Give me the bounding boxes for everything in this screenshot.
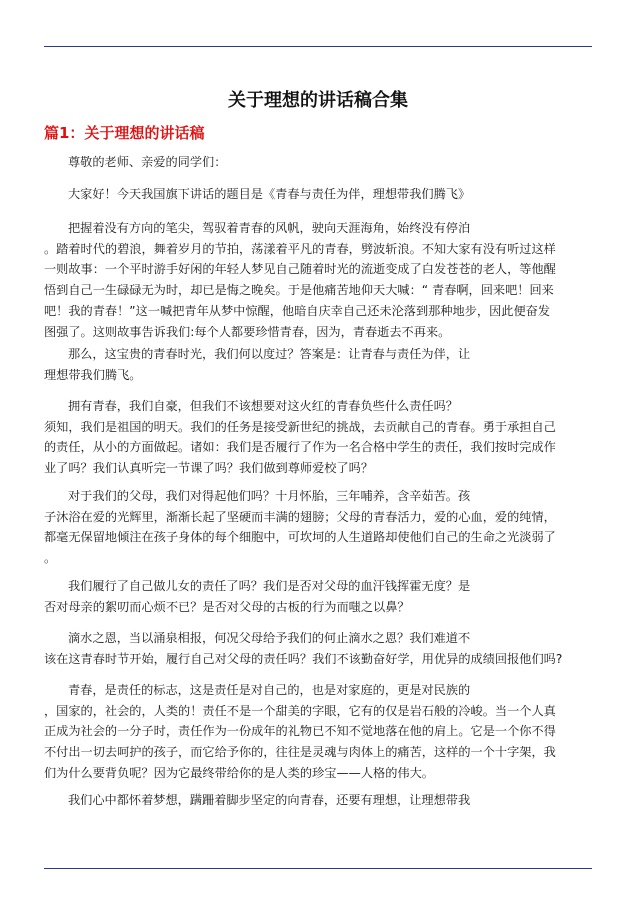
footer-rule [44, 868, 592, 869]
text-line: ，国家的，社会的，人类的！责任不是一个甜美的字眼，它有的仅是岩石般的冷峻。当一个人真 [44, 703, 556, 718]
text-line: 子沐浴在爱的光辉里，渐渐长起了坚硬而丰满的翅膀；父母的青春活力，爱的心血，爱的纯情， [44, 509, 556, 524]
text-line: 正成为社会的一分子时，责任作为一份成年的礼物已不知不觉地落在他的肩上。它是一个你不得 [44, 724, 556, 739]
paragraph-dream [44, 790, 594, 811]
text-line: 大家好！今天我国旗下讲话的题目是《青春与责任为伴，理想带我们腾飞》 [68, 187, 471, 201]
text-line: 都毫无保留地倾注在孩子身体的每个细胞中，可坎坷的人生道路却使他们自己的生命之光淡弱了 [44, 530, 556, 545]
text-line: 图强了。这则故事告诉我们:每个人都要珍惜青春，因为，青春逝去不再来。 [44, 324, 451, 339]
text-line: 青春，是责任的标志，这是责任是对自己的，也是对家庭的，更是对民族的 [68, 683, 471, 697]
text-line: 悟到自己一生碌碌无为时，却已是悔之晚矣。于是他痛苦地仰天大喊：“ 青春啊，回来吧！回来 [44, 283, 554, 298]
paragraph-story [44, 218, 594, 342]
paragraph-greeting [44, 152, 594, 173]
paragraph-gratitude [44, 628, 594, 669]
paragraph-responsibility [44, 396, 594, 479]
header-rule [44, 46, 592, 47]
paragraph-opening [44, 184, 594, 205]
text-line: 那么，这宝贵的青春时光，我们何以度过？答案是：让青春与责任为伴，让 [68, 347, 471, 361]
paragraph-question [44, 344, 594, 385]
text-line: 拥有青春，我们自豪，但我们不该想要对这火红的青春负些什么责任吗？ [68, 399, 458, 413]
text-line: 一则故事：一个平时游手好闲的年轻人梦见自己随着时光的流逝变成了白发苍苍的老人，等他醒 [44, 262, 556, 277]
document-title: 关于理想的讲话稿合集 [228, 90, 408, 111]
paragraph-duty [44, 576, 594, 617]
text-line: 的责任，从小的方面做起。诸如：我们是否履行了作为一名合格中学生的责任，我们按时完成作 [44, 440, 556, 455]
text-line: 须知，我们是祖国的明天。我们的任务是接受新世纪的挑战，去贡献自己的青春。勇于承担自己 [44, 419, 556, 434]
text-line: 否对母亲的絮叨而心烦不已？是否对父母的古板的行为而嗤之以鼻？ [44, 599, 410, 614]
text-line: 业了吗？我们认真听完一节课了吗？我们做到尊师爱校了吗？ [44, 461, 374, 476]
text-line: 理想带我们腾飞。 [44, 367, 142, 382]
text-line: 。 [44, 551, 57, 566]
text-line: 把握着没有方向的笔尖，驾驭着青春的风帆，驶向天涯海角，始终没有停泊 [68, 221, 471, 235]
text-line: 对于我们的父母，我们对得起他们吗？十月怀胎，三年哺养，含辛茹苦。孩 [68, 489, 471, 503]
paragraph-parents [44, 486, 594, 569]
text-line: 滴水之恩，当以涌泉相报，何况父母给予我们的何止滴水之恩？我们难道不 [68, 631, 471, 645]
text-line: 们为什么要背负呢？因为它最终带给你的是人类的珍宝——人格的伟大。 [44, 765, 434, 780]
text-line: 我们心中都怀着梦想，蹒跚着脚步坚定的向青春，还要有理想，让理想带我 [68, 793, 471, 807]
text-line: 不付出一切去呵护的孩子，而它给予你的，往往是灵魂与肉体上的痛苦，这样的一个十字架，我 [44, 745, 556, 760]
paragraph-youth [44, 680, 594, 784]
text-line: 我们履行了自己做儿女的责任了吗？我们是否对父母的血汗钱挥霍无度？是 [68, 579, 471, 593]
text-line: 该在这青春时节开始，履行自己对父母的责任吗？我们不该勤奋好学，用优异的成绩回报他们吗? [44, 651, 563, 666]
text-line: 吧！我的青春！”这一喊把青年从梦中惊醒，他暗自庆幸自己还未沦落到那种地步，因此便奋发 [44, 303, 551, 318]
text-line: 。踏着时代的碧浪，舞着岁月的节拍，荡漾着平凡的青春，劈波斩浪。不知大家有没有听过这样 [44, 241, 556, 256]
text-line: 尊敬的老师、亲爱的同学们： [68, 155, 227, 169]
section-heading: 篇1：关于理想的讲话稿 [44, 124, 205, 142]
